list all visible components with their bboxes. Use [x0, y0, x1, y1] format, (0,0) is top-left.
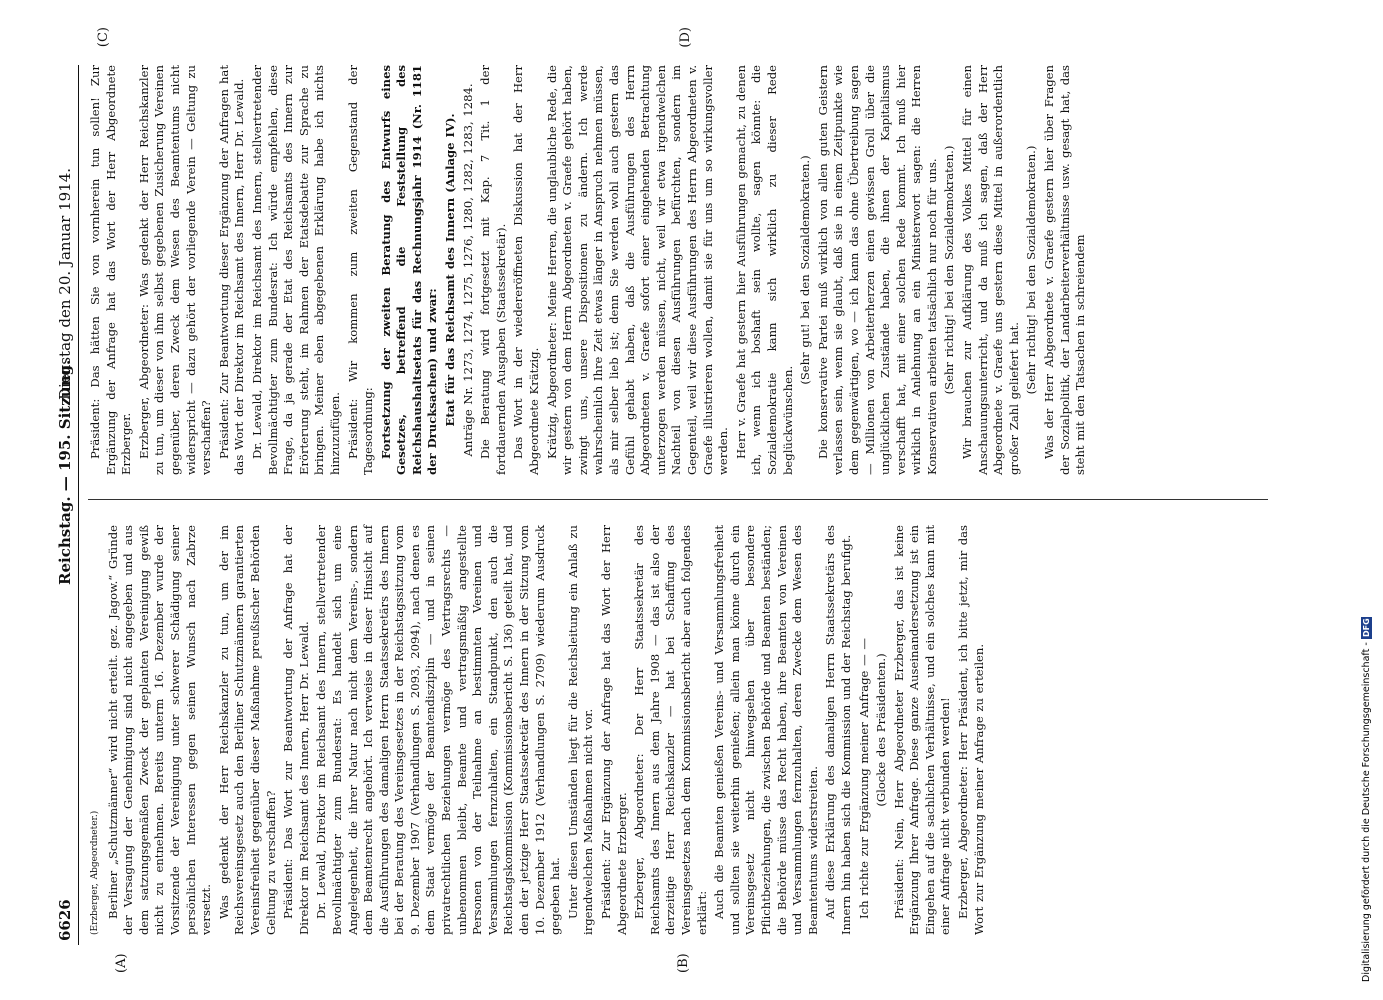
paragraph: Auf diese Erklärung des damaligen Herrn Staatssekretärs des Innern hin haben sich die Kommission und der Reichstag berufigt. — [823, 525, 853, 935]
funding-note — [1361, 12, 1379, 982]
page-number: 6626 — [56, 899, 74, 941]
paragraph: Präsident: Wir kommen zum zweiten Gegenstand der Tagesordnung: — [345, 65, 376, 475]
funding-text: Digitalisierung gefördert durch die Deutsche Forschungsgemeinschaft - — [1361, 639, 1372, 982]
header-title: Reichstag. — 195. Sitzung. — [56, 359, 74, 585]
header-date: Dienstag den 20. Januar 1914. — [56, 167, 74, 400]
margin-marker-a: (A) — [114, 953, 129, 973]
paragraph: Dr. Lewald, Direktor im Reichsamt des Innern, stellvertretender Bevollmächtigter zum Bundesrat: Es handelt sich um eine Angelegenheit, die ihrer Natur nach nicht dem Vereins-, sondern dem Beamtenrecht angehört. Ich verweise in dieser Hinsicht auf die Ausführungen des damaligen Herrn Staatssekretärs des Innern bei der Beratung des Vereinsgesetzes in der Reichstagssitzung vom 9. Dezember 1907 (Verhandlungen S. 2093, 2094), nach denen es dem Staat vermöge der Beamtendisziplin — und in seinen privatrechtlichen Beziehungen vermöge des Vertragsrechts — unbenommen bleibt, Beamte und vertragsmäßig angestellte Personen von der Teilnahme an bestimmten Vereinen und Versammlungen fernzuhalten, ein Standpunkt, den auch die Reichstagskommission (Kommissionsbericht S. 136) geteilt hat, und den der jetzige Herr Staatssekretär des Innern in der Sitzung vom 10. Dezember 1912 (Verhandlungen S. 2709) wiederum Ausdruck gegeben hat. — [314, 525, 563, 935]
paragraph: Berliner „Schutzmänner“ wird nicht erteilt. gez. Jagow.“ Gründe der Versagung der Genehmigung sind nicht angegeben und aus dem satzungsgemäßen Zweck der geplanten Vereinigung gewiß nicht zu entnehmen. Bereits unterm 16. Dezember wurde der Vorsitzende der Vereinigung unter schwerer Schädigung seiner persönlichen Interessen gegen seinen Wunsch nach Zabrze versetzt. — [105, 525, 214, 935]
paragraph: Das Wort in der wiedereröffneten Diskussion hat der Herr Abgeordnete Krätzig. — [511, 65, 542, 475]
paragraph: Krätzig, Abgeordneter: Meine Herren, die unglaubliche Rede, die wir gestern von dem Herrn Abgeordneten v. Graefe gehört haben, zwingt uns, unsere Dispositionen zu ändern. Ich werde wahrscheinlich Ihre Zeit etwas länger in Anspruch nehmen müssen, als mir selber lieb ist; denn Sie werden wohl auch gestern das Gefühl gehabt haben, daß die Ausführungen des Herrn Abgeordneten v. Graefe sofort einer eingehenden Betrachtung unterzogen werden müssen, nicht, weil wir etwa irgendwelchen Nachteil von diesen Ausführungen befürchten, sondern im Gegenteil, weil wir diese Ausführungen des Herrn Abgeordneten v. Graefe illustrieren wollen, damit sie für uns um so wirkungsvoller werden. — [544, 65, 731, 475]
paragraph: Erzberger, Abgeordneter: Herr Präsident, ich bitte jetzt, mir das Wort zur Ergänzung meiner Anfrage zu erteilen. — [956, 525, 986, 935]
paragraph: Dr. Lewald, Direktor im Reichsamt des Innern, stellvertretender Bevollmächtigter zum Bundesrat: Ich würde empfehlen, diese Frage, da ja gerade der Etat des Reichsamts des Innern zur Erörterung steht, im Rahmen der Etatsdebatte zur Sprache zu bringen. Meiner eben abgegebenen Erklärung habe ich nichts hinzuzufügen. — [249, 65, 342, 475]
interjection: (Sehr richtig! bei den Sozialdemokraten.) — [1024, 145, 1039, 395]
paragraph: Was der Herr Abgeordnete v. Graefe gestern hier über Fragen der Sozialpolitik, der Landarbeiterverhältnisse usw. gesagt hat, das steht mit den Tatsachen in schreiendem — [1042, 65, 1088, 475]
paragraph: Präsident: Zur Ergänzung der Anfrage hat das Wort der Herr Abgeordnete Erzberger. — [599, 525, 629, 935]
margin-marker-d: (D) — [678, 27, 693, 48]
paragraph: Präsident: Das hätten Sie von vornherein tun sollen! Zur Ergänzung der Anfrage hat das Wort der Herr Abgeordnete Erzberger. — [88, 65, 134, 475]
dfg-logo: DFG — [1362, 618, 1371, 638]
paragraph: Erzberger, Abgeordneter: Was gedenkt der Herr Reichskanzler zu tun, um dieser von ihm selbst gegebenen Zusicherung Vereinen gegenüber, deren Zweck dem Wesen des Beamtentums nicht widerspricht — dazu gehört der vorliegende Verein — Geltung zu verschaffen? — [136, 65, 214, 475]
paragraph: Erzberger, Abgeordneter: Der Herr Staatssekretär des Reichsamts des Innern aus dem Jahre 1908 — das ist also der derzeitige Herr Reichskanzler — hat bei Schaffung des Vereinsgesetzes nach dem Kommissionsbericht aber auch folgendes erklärt: — [632, 525, 709, 935]
agenda-item: Fortsetzung der zweiten Beratung des Entwurfs eines Gesetzes, betreffend die Feststellung des Reichshaushaltsetats für das Rechnungsjahr 1914 (Nr. 1181 der Drucksachen) und zwar: — [378, 65, 440, 475]
left-column — [88, 525, 989, 935]
interjection: (Sehr gut! bei den Sozialdemokraten.) — [798, 155, 813, 385]
page-header — [56, 65, 79, 945]
paragraph: Präsident: Zur Beantwortung dieser Ergänzung der Anfragen hat das Wort der Direktor im Reichsamt des Innern, Herr Dr. Lewald. — [216, 65, 247, 475]
interjection: (Glocke des Präsidenten.) — [874, 653, 889, 807]
margin-marker-c: (C) — [96, 27, 111, 48]
paragraph: Wir brauchen zur Aufklärung des Volkes Mittel für einen Anschauungsunterricht, und da muß ich sagen, daß der Herr Abgeordnete v. Graefe uns gestern diese Mittel in außerordentlich großer Zahl geliefert hat. — [960, 65, 1021, 475]
agenda-motions: Anträge Nr. 1273, 1274, 1275, 1276, 1280, 1282, 1283, 1284. — [460, 83, 475, 457]
paragraph: Präsident: Nein, Herr Abgeordneter Erzberger, das ist keine Ergänzung Ihrer Anfrage. Diese ganze Auseinandersetzung ist ein Eingehen auf die sachlichen Verhältnisse, und ein solches kann mit einer Anfrage nicht verbunden werden! — [891, 525, 953, 935]
paragraph: Die konservative Partei muß wirklich von allen guten Geistern verlassen sein, wenn sie glaubt, daß sie in einem Zeitpunkte wie dem gegenwärtigen, wo — ich kann das ohne Übertreibung sagen — Millionen von Arbeiterherzen einen gewissen Groll über die unglücklichen Zustände haben, die ihnen der Kapitalismus verschafft hat, mit einer solchen Rede kommt. Ich muß hier wirklich in Anlehnung an ein Ministerwort sagen: die Herren Konservativen arbeiten tatsächlich nur noch für uns. — [815, 65, 939, 475]
quotation: Auch die Beamten genießen Vereins- und Versammlungsfreiheit und sollten sie weiterhin genießen; allein man könne durch ein Vereinsgesetz nicht hinwegsehen über besondere Pflichtbeziehungen, die zwischen Behörde und Beamten beständen; die Behörde müsse das Recht haben, ihre Beamten von Vereinen und Versammlungen fernzuhalten, deren Zwecke dem Wesen des Beamtentums widerstreiten. — [712, 525, 820, 935]
column-divider — [88, 499, 1268, 500]
document-page — [56, 27, 1311, 973]
speaker-note: (Erzberger, Abgeordneter.) — [90, 810, 100, 935]
paragraph: Herr v. Graefe hat gestern hier Ausführungen gemacht, zu denen ich, wenn ich boshaft sein wollte, sagen könnte: die Sozialdemokratie kann sich wirklich zu dieser Rede beglückwünschen. — [733, 65, 795, 475]
paragraph: Ich richte zur Ergänzung meiner Anfrage — — — [856, 638, 871, 919]
margin-marker-b: (B) — [676, 953, 691, 973]
interjection: (Sehr richtig! bei den Sozialdemokraten.) — [942, 145, 957, 395]
paragraph: Was gedenkt der Herr Reichskanzler zu tun, um der im Reichsvereinsgesetz auch den Berliner Schutzmännern garantierten Vereinsfreiheit gegenüber dieser Maßnahme preußischer Behörden Geltung zu verschaffen? — [216, 525, 278, 935]
right-column — [88, 65, 1091, 475]
paragraph: Unter diesen Umständen liegt für die Reichsleitung ein Anlaß zu irgendwelchen Maßnahmen nicht vor. — [565, 525, 596, 935]
paragraph: Die Beratung wird fortgesetzt mit Kap. 7 Tit. 1 der fortdauernden Ausgaben (Staatssekretär). — [478, 65, 508, 475]
paragraph: Präsident: Das Wort zur Beantwortung der Anfrage hat der Direktor im Reichsamt des Innern, Herr Dr. Lewald. — [281, 525, 311, 935]
agenda-subitem: Etat für das Reichsamt des Innern (Anlage IV). — [443, 113, 458, 427]
